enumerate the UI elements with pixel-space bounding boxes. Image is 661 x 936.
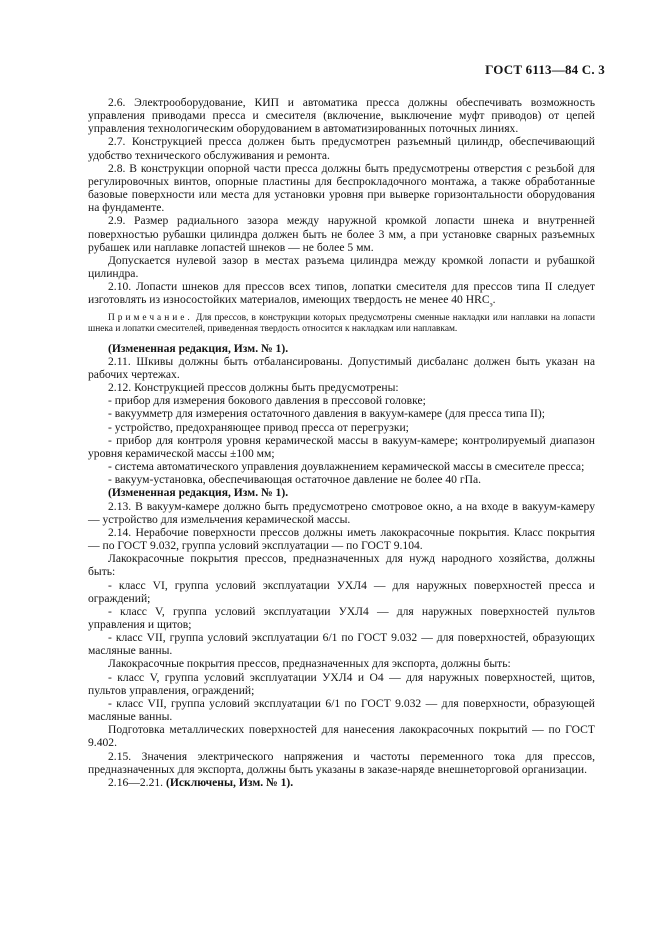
clause-2-11: 2.11. Шкивы должны быть отбалансированы. Допустимый дисбаланс должен быть указан на рабочих чертежах. [88, 354, 595, 381]
clause-2-14-domestic: Лакокрасочные покрытия прессов, предназначенных для нужд народного хозяйства, должны быть: [88, 552, 595, 579]
clause-2-12: 2.12. Конструкцией прессов должны быть предусмотрены: [108, 381, 399, 395]
clause-2-10 [88, 280, 595, 309]
clause-2-14-export: Лакокрасочные покрытия прессов, предназначенных для экспорта, должны быть: [108, 657, 511, 671]
page-header: ГОСТ 6113—84 С. 3 [485, 62, 605, 77]
clause-2-14: 2.14. Нерабочие поверхности прессов должны иметь лакокрасочные покрытия. Класс покрытия — по ГОСТ 9.032, группа условий эксплуатации — по ГОСТ 9.104. [88, 525, 595, 553]
note [88, 313, 595, 336]
clause-2-12-item-2: - вакуумметр для измерения остаточного давления в вакуум-камере (для пресса типа II); [108, 407, 545, 421]
clause-2-14-domestic-item-2: - класс V, группа условий эксплуатации УХЛ4 — для наружных поверхностей пультов управления и щитов; [88, 604, 595, 631]
clause-2-16-excluded: (Исключены, Изм. № 1). [165, 775, 294, 789]
note-label: Примечание. [108, 312, 193, 323]
note-text: Для прессов, в конструкции которых предусмотрены сменные накладки или наплавки на лопасти шнека и лопатки смесителей, приведенная твердость относится к накладкам или наплавкам. [88, 312, 595, 335]
clause-2-10-subscript: э [489, 300, 493, 309]
clause-2-16-number: 2.16—2.21. [108, 775, 164, 789]
clause-2-14-export-item-2: - класс VII, группа условий эксплуатации 6/1 по ГОСТ 9.032 — для поверхности, образующей масляные ванны. [88, 696, 595, 724]
clause-2-12-item-3: - устройство, предохраняющее привод пресса от перегрузки; [108, 420, 409, 434]
clause-2-12-item-4: - прибор для контроля уровня керамической массы в вакуум-камере; контролируемый диапазон уровня керамической массы ±100 мм; [88, 433, 595, 460]
clause-2-10-end: . [492, 293, 496, 307]
clause-2-12-item-6: - вакуум-установка, обеспечивающая остаточное давление не более 40 гПа. [108, 473, 482, 487]
clause-2-14-export-item-1: - класс V, группа условий эксплуатации УХЛ4 и О4 — для наружных поверхностей, щитов, пультов управления, ограждений; [88, 670, 595, 697]
revision-note-2: (Измененная редакция, Изм. № 1). [108, 486, 289, 500]
document-body [88, 96, 595, 789]
clause-2-10-text: 2.10. Лопасти шнеков для прессов всех типов, лопатки смесителя для прессов типа II следует изготовлять из износостойких материалов, имеющих твердость не менее 40 HRC [88, 280, 595, 307]
clause-2-9-addendum: Допускается нулевой зазор в местах разъема цилиндра между кромкой лопасти и рубашкой цилиндра. [88, 253, 595, 281]
clause-2-13: 2.13. В вакуум-камере должно быть предусмотрено смотровое окно, а на входе в вакуум-камеру — устройство для измельчения керамической массы. [88, 499, 595, 526]
clause-2-16-2-21 [88, 776, 595, 789]
revision-note-1: (Измененная редакция, Изм. № 1). [108, 341, 289, 355]
clause-2-6: 2.6. Электрооборудование, КИП и автоматика пресса должны обеспечивать возможность управления приводами пресса и смесителя (включение, выключение муфт приводов) от цепей управления технологическим оборудованием в автоматизированных поточных линиях. [88, 96, 595, 136]
clause-2-14-domestic-item-1: - класс VI, группа условий эксплуатации УХЛ4 — для наружных поверхностей пресса и ограждений; [88, 578, 595, 605]
clause-2-12-item-1: - прибор для измерения бокового давления в прессовой головке; [108, 394, 426, 408]
clause-2-14-domestic-item-3: - класс VII, группа условий эксплуатации 6/1 по ГОСТ 9.032 — для поверхностей, образующих масляные ванны. [88, 631, 595, 658]
clause-2-7: 2.7. Конструкцией пресса должен быть предусмотрен разъемный цилиндр, обеспечивающий удобство технического обслуживания и ремонта. [88, 135, 595, 162]
clause-2-12-item-5: - система автоматического управления доувлажнением керамической массы в смесителе пресса; [108, 460, 585, 474]
clause-2-15: 2.15. Значения электрического напряжения и частоты переменного тока для прессов, предназначенных для экспорта, должны быть указаны в заказе-наряде внешнеторговой организации. [88, 749, 595, 776]
clause-2-8: 2.8. В конструкции опорной части пресса должны быть предусмотрены отверстия с резьбой для регулировочных винтов, опорные пластины для беспрокладочного монтажа, а также обработанные базовые поверхности или места для установки уровня при выверке горизонтальности оборудования на фундаменте. [88, 161, 595, 215]
clause-2-9: 2.9. Размер радиального зазора между наружной кромкой лопасти шнека и внутренней поверхностью рубашки цилиндра должен быть не более 3 мм, а при установке сварных разъемных рубашек или наплавке лопастей шнеков — не более 5 мм. [88, 214, 595, 254]
clause-2-14-surface-prep: Подготовка металлических поверхностей для нанесения лакокрасочных покрытий — по ГОСТ 9.402. [88, 723, 595, 750]
